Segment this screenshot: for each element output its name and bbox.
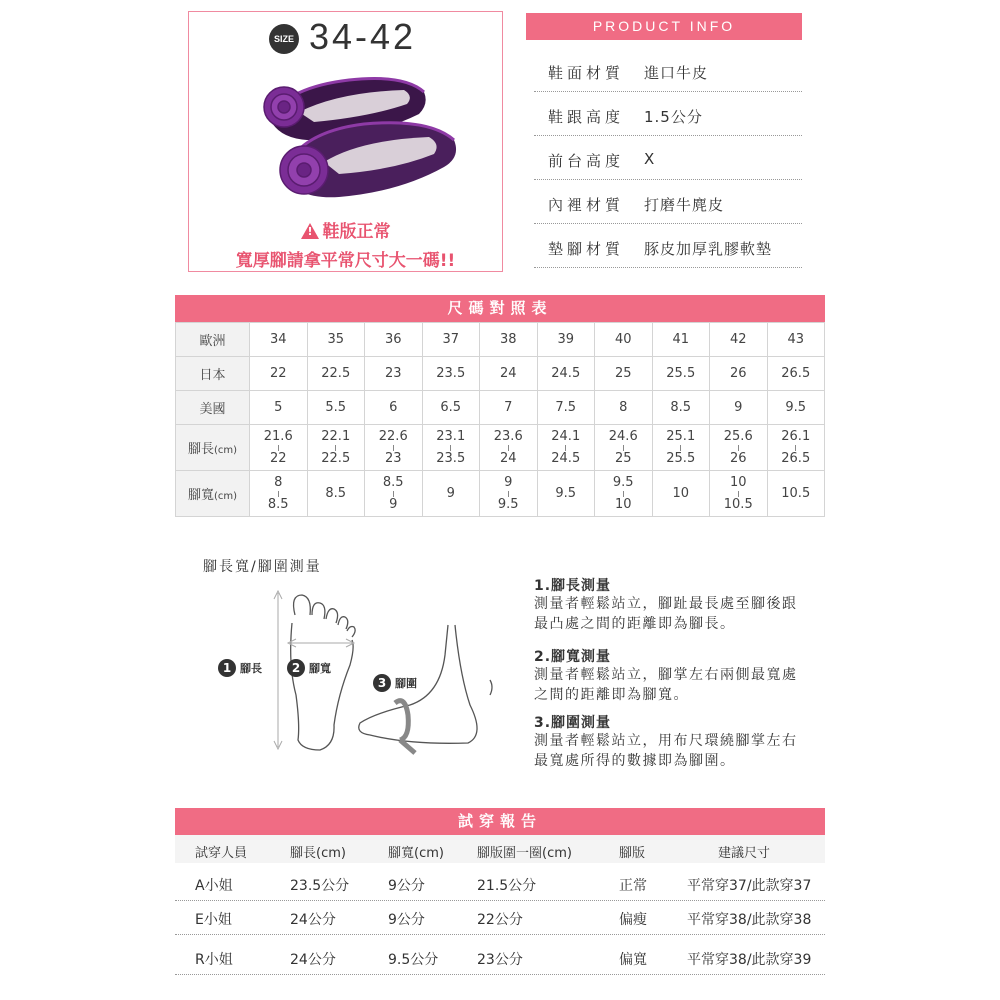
size-cell: 40 [595,323,653,357]
size-cell: 6 [365,391,423,425]
size-cell: 41 [652,323,710,357]
size-cell: 10 [652,471,710,517]
size-badge: SIZE [269,24,299,54]
warning-line-2: 寬厚腳請拿平常尺寸大一碼!! [235,251,456,271]
info-row-insole: 墊腳材質 豚皮加厚乳膠軟墊 [534,224,802,268]
size-cell: 23.5 [422,357,480,391]
size-cell: 23.1 23.5 [422,425,480,471]
size-cell: 10.5 [767,471,825,517]
size-row-eu [176,323,825,357]
size-cell: 34 [250,323,308,357]
size-cell: 8 [595,391,653,425]
size-cell: 6.5 [422,391,480,425]
size-cell: 8.5 9 [365,471,423,517]
size-cell: 39 [537,323,595,357]
size-cell: 36 [365,323,423,357]
step-1-text: 測量者輕鬆站立，腳趾最長處至腳後跟 最凸處之間的距離即為腳長。 [534,596,798,632]
size-cell: 25.5 [652,357,710,391]
size-table-title: 尺碼對照表 [175,295,825,322]
size-row-jp [176,357,825,391]
size-row-label: 腳長(cm) [176,425,250,471]
trial-row: R小姐 24公分 9.5公分 23公分 偏寬 平常穿38/此款穿39 [175,941,825,975]
trial-row: A小姐 23.5公分 9公分 21.5公分 正常 平常穿37/此款穿37 [175,867,825,901]
size-row-label: 日本 [176,357,250,391]
measure-label-girth: 3 腳圍 [373,674,417,692]
size-row-us [176,391,825,425]
size-cell: 9.5 [767,391,825,425]
size-cell: 24.1 24.5 [537,425,595,471]
size-cell: 5.5 [307,391,365,425]
size-cell: 25.6 26 [710,425,768,471]
step-2-heading: 2.腳寬測量 [534,649,612,665]
size-cell: 37 [422,323,480,357]
size-cell: 9.5 [537,471,595,517]
size-cell: 24.5 [537,357,595,391]
size-cell: 9 9.5 [480,471,538,517]
info-row-lining: 內裡材質 打磨牛麂皮 [534,180,802,224]
step-3-text: 測量者輕鬆站立，用布尺環繞腳掌左右 最寬處所得的數據即為腳圍。 [534,733,798,769]
size-chart-table [175,322,825,517]
size-cell: 24.6 25 [595,425,653,471]
size-cell: 21.6 22 [250,425,308,471]
warning-triangle-icon: ! [301,223,319,239]
size-cell: 25 [595,357,653,391]
measure-title: 腳長寬/腳圍測量 [203,559,322,575]
size-cell: 23 [365,357,423,391]
step-3-heading: 3.腳圍測量 [534,715,612,731]
size-cell: 22 [250,357,308,391]
size-cell: 26.5 [767,357,825,391]
size-row-width [176,471,825,517]
size-cell: 24 [480,357,538,391]
info-row-platform: 前台高度 X [534,136,802,180]
size-cell: 7 [480,391,538,425]
size-cell: 23.6 24 [480,425,538,471]
size-cell: 25.1 25.5 [652,425,710,471]
info-row-upper: 鞋面材質 進口牛皮 [534,48,802,92]
size-cell: 22.6 23 [365,425,423,471]
trial-row: E小姐 24公分 9公分 22公分 偏瘦 平常穿38/此款穿38 [175,901,825,935]
trial-header-row: 試穿人員 腳長(cm) 腳寬(cm) 腳版圍一圈(cm) 腳版 建議尺寸 [175,835,825,863]
step-2-text: 測量者輕鬆站立，腳掌左右兩側最寬處 之間的距離即為腳寬。 [534,667,798,703]
size-cell: 26 [710,357,768,391]
product-photo-box [188,11,503,272]
size-cell: 9.5 10 [595,471,653,517]
shoe-photo [229,62,469,212]
size-cell: 8.5 [652,391,710,425]
size-row-label: 歐洲 [176,323,250,357]
size-cell: 5 [250,391,308,425]
trial-report-title: 試穿報告 [175,808,825,835]
product-info-header: PRODUCT INFO [526,13,802,40]
size-cell: 8 8.5 [250,471,308,517]
size-cell: 43 [767,323,825,357]
size-cell: 7.5 [537,391,595,425]
size-cell: 8.5 [307,471,365,517]
warning-line-1: ! 鞋版正常 [189,217,502,242]
measure-label-length: 1 腳長 [218,659,262,677]
size-cell: 9 [422,471,480,517]
width-arrow [288,639,354,647]
size-cell: 22.5 [307,357,365,391]
size-cell: 9 [710,391,768,425]
size-cell: 26.1 26.5 [767,425,825,471]
size-row-length [176,425,825,471]
length-arrow [274,591,282,749]
size-row-label: 美國 [176,391,250,425]
step-1-heading: 1.腳長測量 [534,578,612,594]
size-range: 34-42 [309,16,417,57]
measure-label-width: 2 腳寬 [287,659,331,677]
size-cell: 22.1 22.5 [307,425,365,471]
size-cell: 35 [307,323,365,357]
size-row-label: 腳寬(cm) [176,471,250,517]
size-cell: 10 10.5 [710,471,768,517]
size-cell: 42 [710,323,768,357]
size-cell: 38 [480,323,538,357]
info-row-heel: 鞋跟高度 1.5公分 [534,92,802,136]
